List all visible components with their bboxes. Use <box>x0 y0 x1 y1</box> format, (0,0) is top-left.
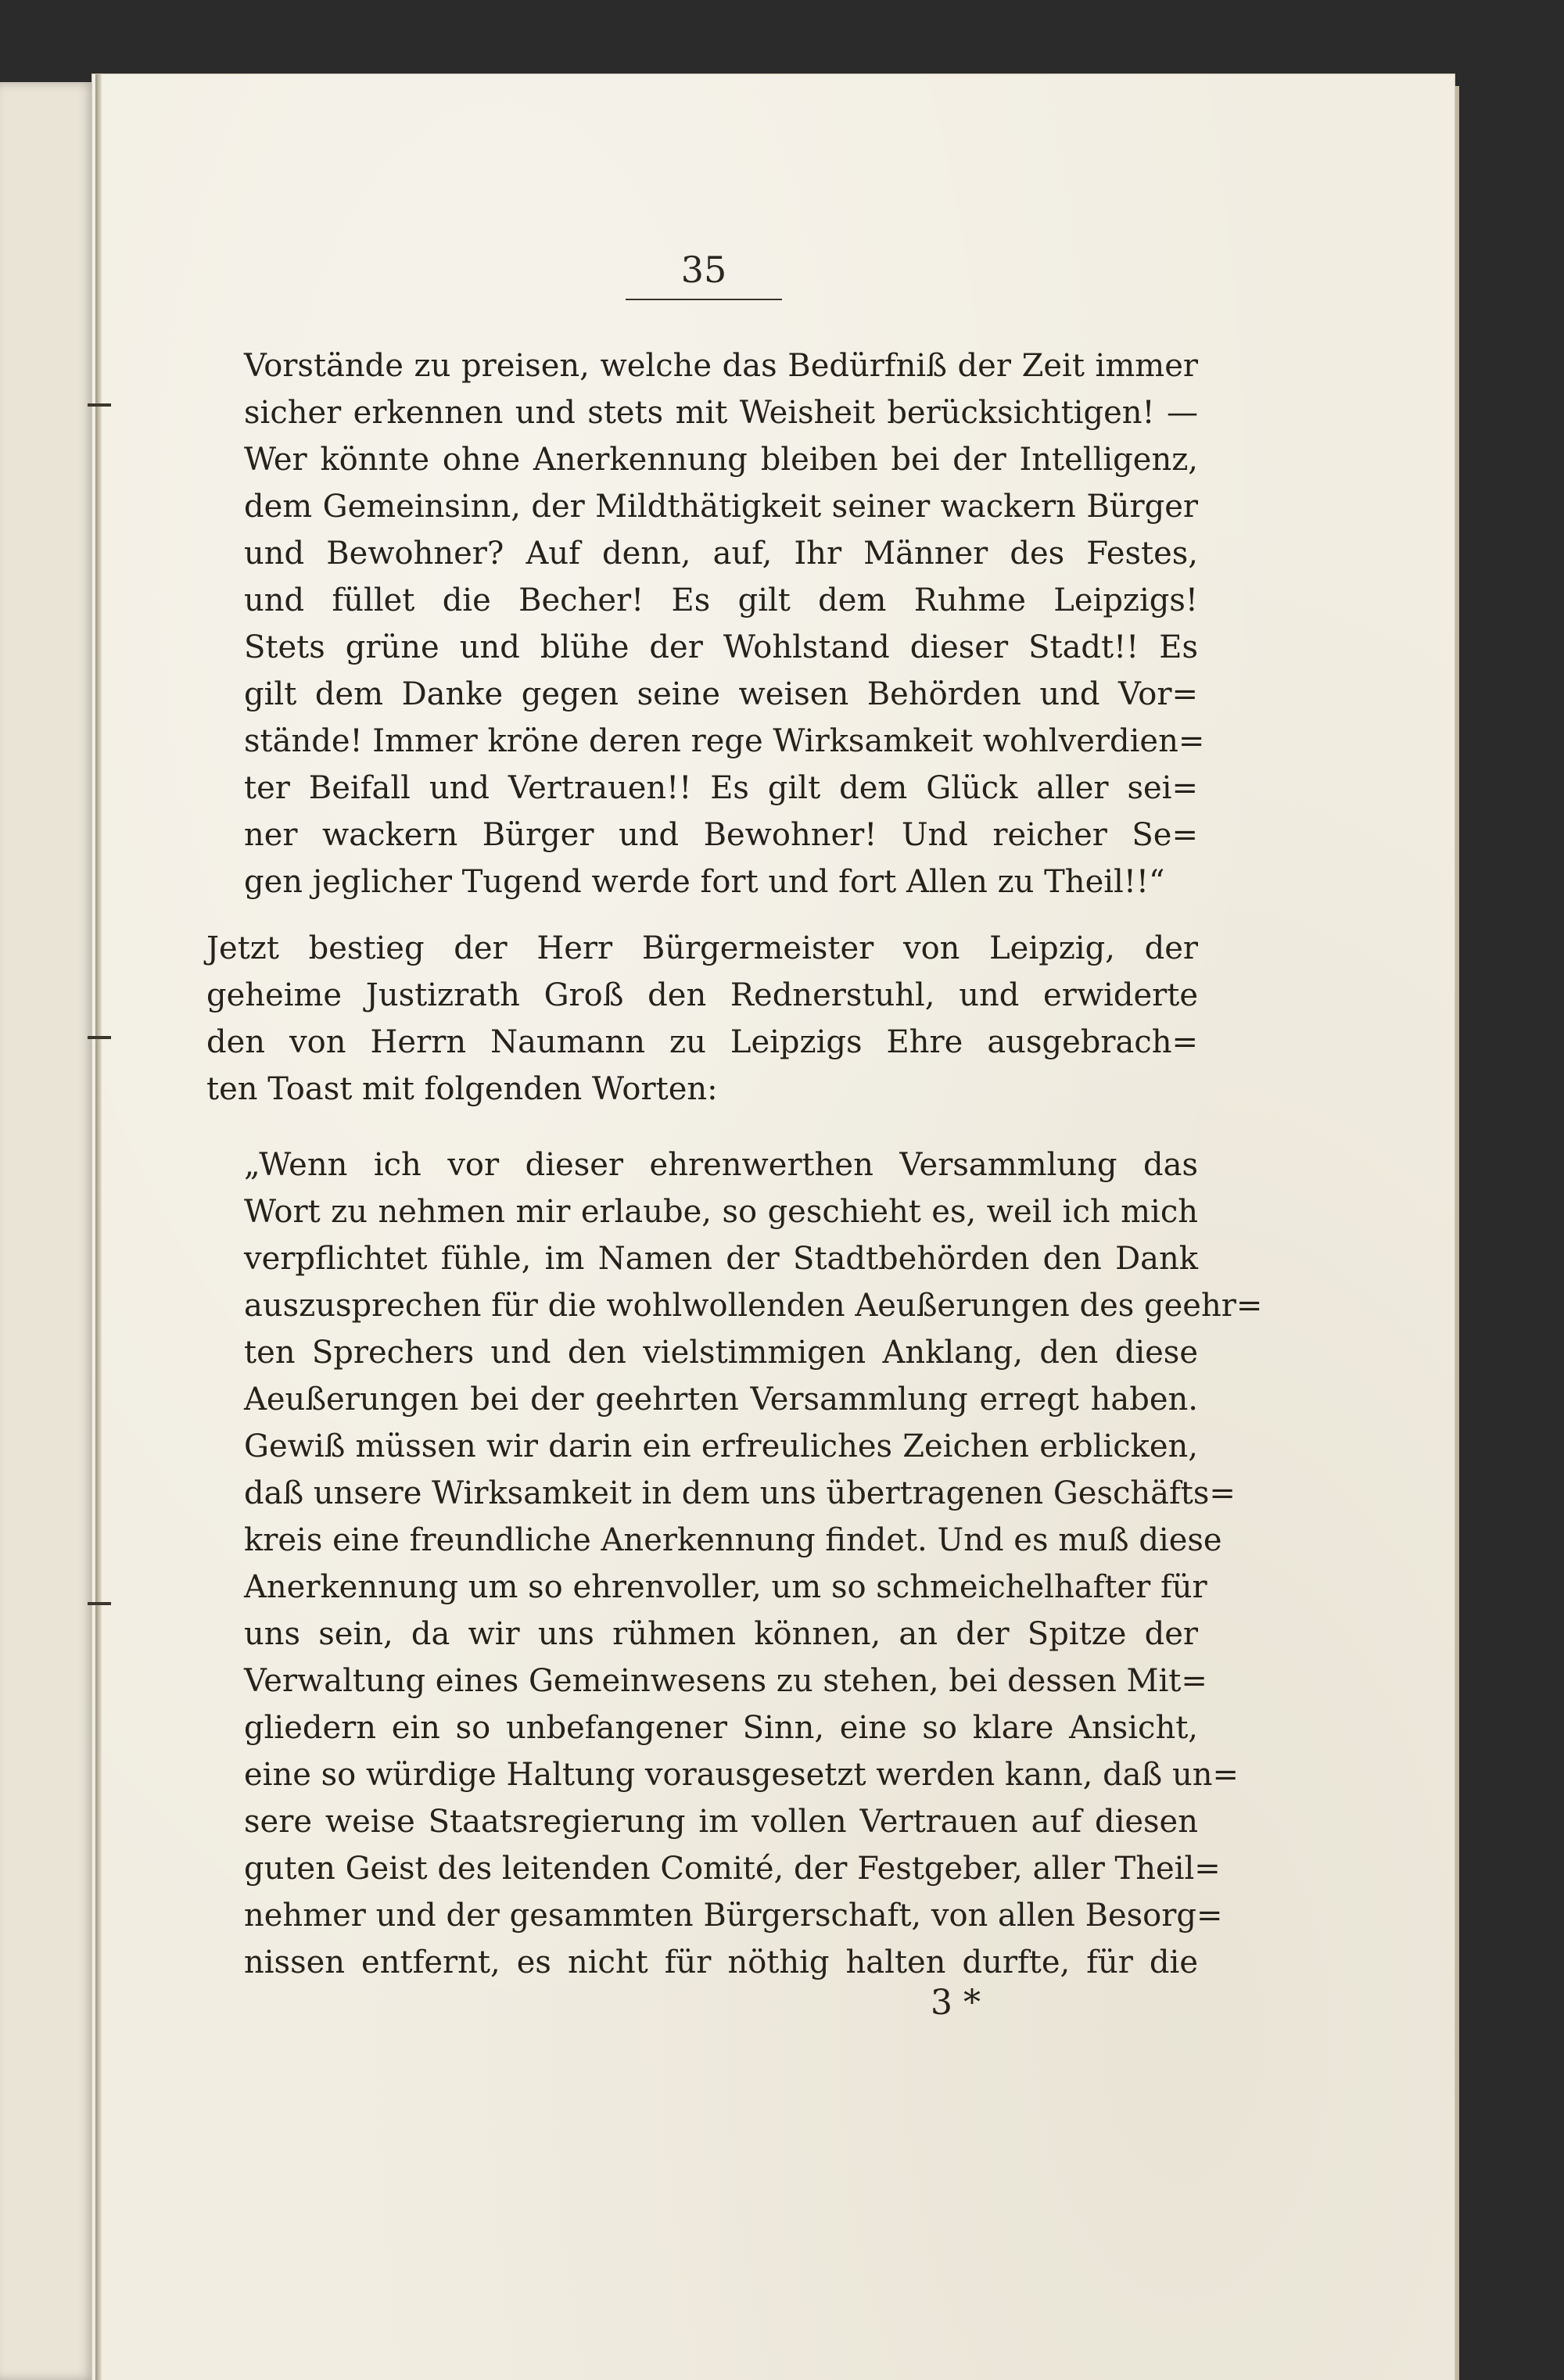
binding-stitch <box>88 1036 111 1039</box>
text-line: Wort zu nehmen mir erlaube, so geschieht es, weil ich mich <box>244 1194 1198 1230</box>
text-line: und füllet die Becher! Es gilt dem Ruhme Leipzigs! <box>244 582 1198 618</box>
text-line: eine so würdige Haltung vorausgesetzt werden kann, daß un= <box>244 1757 1239 1793</box>
text-line: ten Toast mit folgenden Worten: <box>206 1071 718 1107</box>
text-line: stände! Immer kröne deren rege Wirksamkeit wohlverdien= <box>244 723 1205 759</box>
text-line: den von Herrn Naumann zu Leipzigs Ehre ausgebrach= <box>206 1024 1198 1060</box>
paragraph-speech <box>244 1142 1263 1986</box>
text-line: verpflichtet fühle, im Namen der Stadtbehörden den Dank <box>244 1241 1198 1277</box>
text-line: kreis eine freundliche Anerkennung findet. Und es muß diese <box>244 1522 1222 1558</box>
text-line: sere weise Staatsregierung im vollen Vertrauen auf diesen <box>244 1804 1198 1840</box>
text-line: Gewiß müssen wir darin ein erfreuliches Zeichen erblicken, <box>244 1428 1198 1464</box>
text-line: ter Beifall und Vertrauen!! Es gilt dem Glück aller sei= <box>244 770 1198 806</box>
text-line: Jetzt bestieg der Herr Bürgermeister von Leipzig, der <box>206 930 1198 966</box>
text-line: geheime Justizrath Groß den Rednerstuhl, und erwiderte <box>206 977 1198 1013</box>
header-rule <box>626 299 782 300</box>
text-line: nehmer und der gesammten Bürgerschaft, von allen Besorg= <box>244 1898 1223 1934</box>
text-line: gilt dem Danke gegen seine weisen Behörden und Vor= <box>244 676 1198 712</box>
text-line: ner wackern Bürger und Bewohner! Und reicher Se= <box>244 817 1198 853</box>
text-line: Verwaltung eines Gemeinwesens zu stehen, bei dessen Mit= <box>244 1663 1207 1699</box>
binding-stitch <box>88 403 111 407</box>
text-line: nissen entfernt, es nicht für nöthig halten durfte, für die <box>244 1945 1198 1980</box>
text-line: guten Geist des leitenden Comité, der Festgeber, aller Theil= <box>244 1851 1221 1887</box>
page-number: 35 <box>680 249 727 291</box>
text-line: sicher erkennen und stets mit Weisheit berücksichtigen! — <box>244 395 1198 431</box>
previous-page-edge <box>0 82 95 2380</box>
paragraph-narration <box>206 925 1198 1113</box>
text-line: Vorstände zu preisen, welche das Bedürfniß der Zeit immer <box>244 348 1198 384</box>
binding-gutter <box>95 74 102 2380</box>
text-line: uns sein, da wir uns rühmen können, an der Spitze der <box>244 1616 1198 1652</box>
text-line: auszusprechen für die wohlwollenden Aeußerungen des geehr= <box>244 1288 1263 1324</box>
text-line: Stets grüne und blühe der Wohlstand dieser Stadt!! Es <box>244 629 1198 665</box>
text-line: dem Gemeinsinn, der Mildthätigkeit seiner wackern Bürger <box>244 489 1198 525</box>
binding-stitch <box>88 1602 111 1605</box>
text-line: gliedern ein so unbefangener Sinn, eine so klare Ansicht, <box>244 1710 1198 1746</box>
signature-mark: 3 * <box>931 1983 981 2023</box>
text-line: ten Sprechers und den vielstimmigen Anklang, den diese <box>244 1335 1198 1371</box>
paragraph-toast-end <box>244 342 1205 905</box>
text-line: Anerkennung um so ehrenvoller, um so schmeichelhafter für <box>244 1569 1207 1605</box>
text-line: Wer könnte ohne Anerkennung bleiben bei der Intelligenz, <box>244 442 1198 478</box>
text-line: und Bewohner? Auf denn, auf, Ihr Männer des Festes, <box>244 536 1198 572</box>
text-line: daß unsere Wirksamkeit in dem uns übertragenen Geschäfts= <box>244 1475 1236 1511</box>
text-line: „Wenn ich vor dieser ehrenwerthen Versammlung das <box>244 1147 1198 1183</box>
text-line: gen jeglicher Tugend werde fort und fort Allen zu Theil!!“ <box>244 864 1165 900</box>
text-line: Aeußerungen bei der geehrten Versammlung erregt haben. <box>244 1382 1198 1418</box>
